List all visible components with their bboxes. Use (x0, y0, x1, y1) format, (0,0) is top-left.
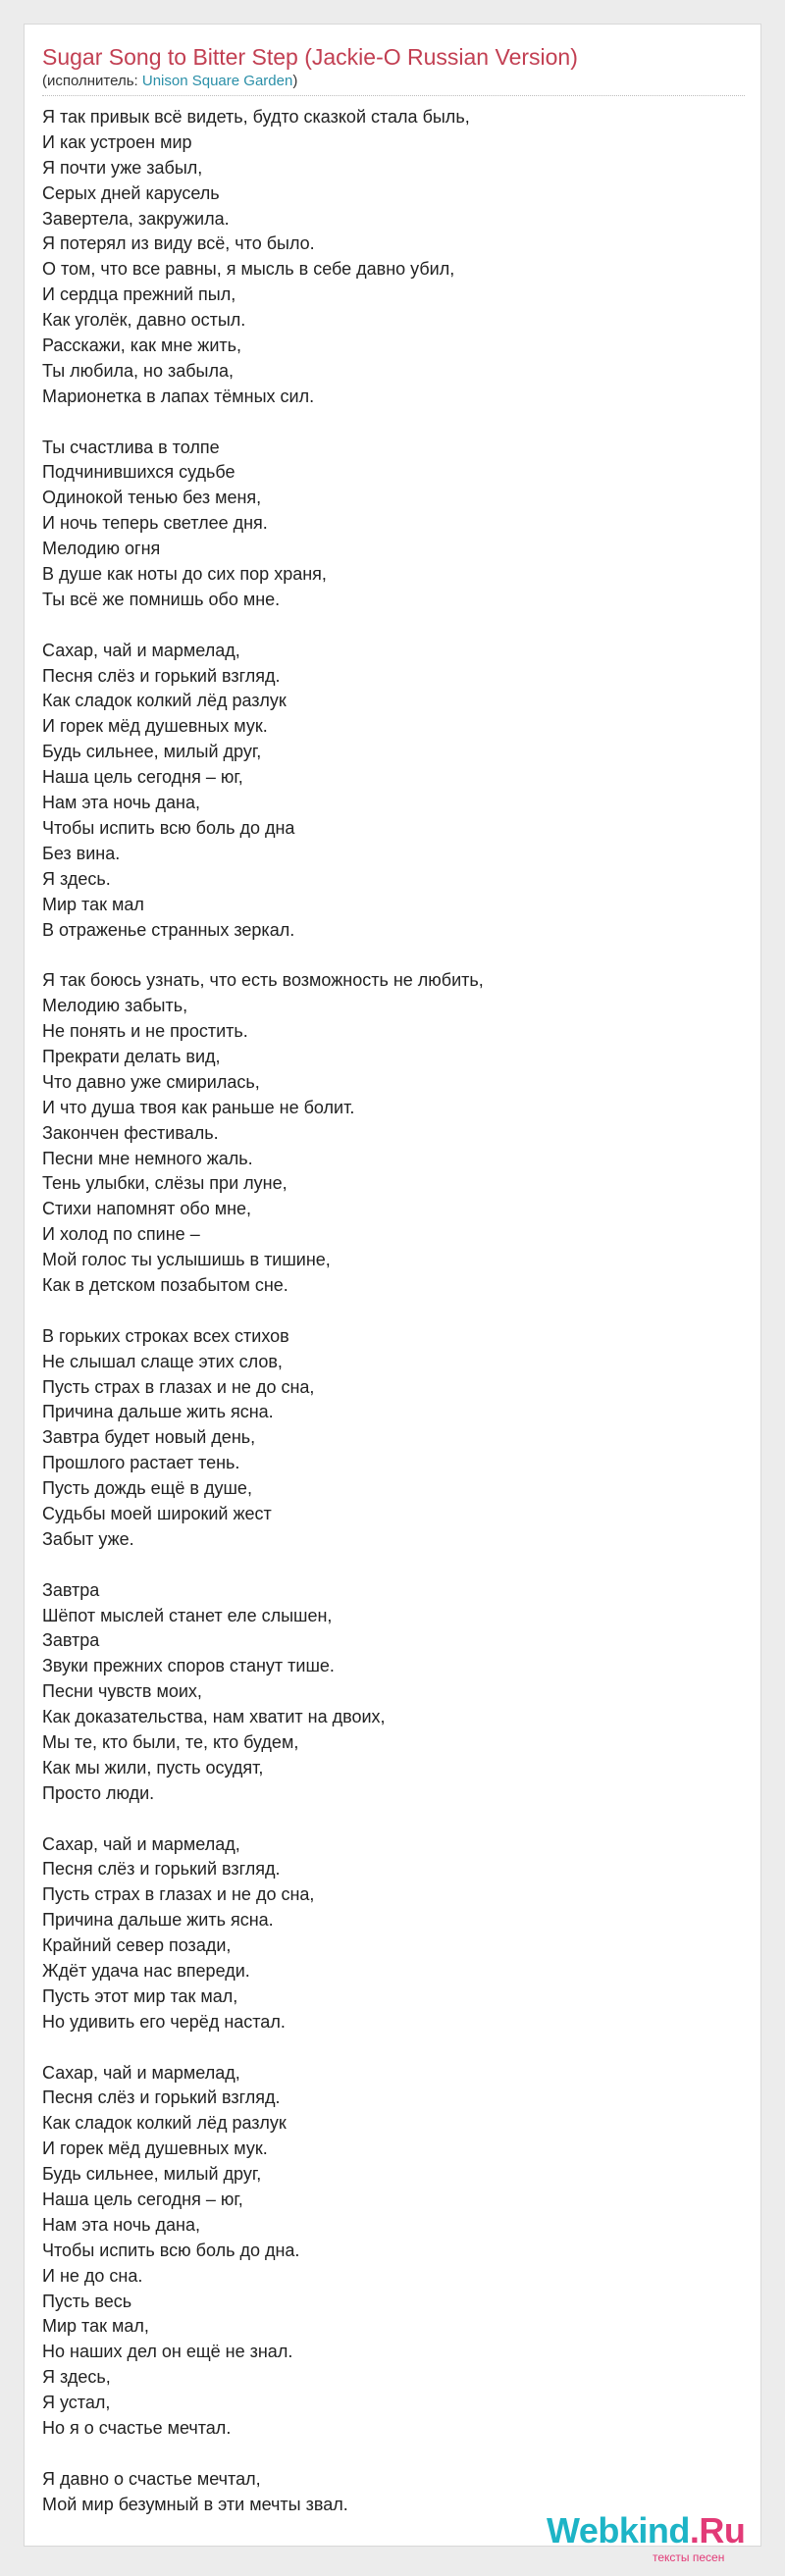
lyric-line: Пусть этот мир так мал, (42, 1985, 238, 2006)
lyric-line: Судьбы моей широкий жест (42, 1503, 272, 1523)
stanza-gap (42, 1299, 484, 1324)
lyric-line: Как в детском позабытом сне. (42, 1274, 288, 1295)
lyric-line: Как мы жили, пусть осудят, (42, 1757, 264, 1777)
stanza-gap (42, 943, 484, 968)
lyric-line: Крайний север позади, (42, 1935, 232, 1956)
lyric-line: Я почти уже забыл, (42, 157, 203, 178)
lyric-line: Я так боюсь узнать, что есть возможность не любить, (42, 970, 484, 991)
lyric-line: Мой мир безумный в эти мечты звал. (42, 2494, 348, 2514)
lyric-line: Мир так мал, (42, 2316, 149, 2337)
lyric-line: Не понять и не простить. (42, 1021, 248, 1042)
lyric-line: Сахар, чай и мармелад, (42, 2062, 240, 2083)
lyric-line: Пусть весь (42, 2291, 132, 2311)
lyric-line: Стихи напомнят обо мне, (42, 1199, 252, 1219)
stanza-gap (42, 1807, 484, 1832)
lyric-line: Будь сильнее, милый друг, (42, 2164, 262, 2185)
lyric-line: Прекрати делать вид, (42, 1046, 221, 1066)
lyric-line: Но я о счастье мечтал. (42, 2418, 232, 2439)
lyric-line: И сердца прежний пыл, (42, 284, 236, 305)
lyric-line: Я так привык всё видеть, будто сказкой стала быль, (42, 107, 470, 127)
lyric-line: Как сладок колкий лёд разлук (42, 691, 287, 711)
lyric-line: И ночь теперь светлее дня. (42, 513, 268, 534)
lyric-line: Расскажи, как мне жить, (42, 335, 242, 356)
lyrics-body (42, 105, 484, 2518)
lyric-line: Причина дальше жить ясна. (42, 1402, 274, 1422)
lyric-line: Чтобы испить всю боль до дна. (42, 2240, 300, 2260)
lyric-line: Как доказательства, нам хватит на двоих, (42, 1707, 386, 1727)
lyric-line: Мой голос ты услышишь в тишине, (42, 1250, 331, 1270)
stanza-gap (42, 613, 484, 639)
lyric-line: Марионетка в лапах тёмных сил. (42, 386, 315, 406)
lyric-line: Будь сильнее, милый друг, (42, 742, 262, 762)
lyric-line: Но наших дел он ещё не знал. (42, 2342, 293, 2362)
lyric-line: И холод по спине – (42, 1224, 200, 1245)
lyric-line: Звуки прежних споров станут тише. (42, 1656, 335, 1676)
lyric-line: Шёпот мыслей станет еле слышен, (42, 1605, 333, 1625)
lyric-line: Песня слёз и горький взгляд. (42, 665, 281, 686)
lyric-line: Песни чувств моих, (42, 1681, 202, 1702)
lyric-line: Как уголёк, давно остыл. (42, 310, 246, 331)
lyric-line: И не до сна. (42, 2265, 143, 2286)
lyric-line: Без вина. (42, 843, 121, 863)
lyric-line: Наша цель сегодня – юг, (42, 2190, 243, 2210)
lyric-line: В горьких строках всех стихов (42, 1325, 289, 1346)
lyric-line: Песня слёз и горький взгляд. (42, 2087, 281, 2108)
header-divider (42, 95, 745, 96)
lyric-line: И как устроен мир (42, 131, 192, 152)
lyric-line: Сахар, чай и мармелад, (42, 1833, 240, 1854)
lyric-line: Мелодию забыть, (42, 996, 188, 1016)
lyric-line: Пусть дождь ещё в душе, (42, 1478, 252, 1499)
lyric-line: Нам эта ночь дана, (42, 793, 201, 813)
logo-tld: .Ru (689, 2510, 746, 2550)
lyric-line: Сахар, чай и мармелад, (42, 640, 240, 660)
lyric-line: Забыт уже. (42, 1528, 134, 1549)
lyric-line: Завтра будет новый день, (42, 1427, 256, 1448)
lyric-line: Я здесь. (42, 868, 111, 889)
lyric-line: Как сладок колкий лёд разлук (42, 2113, 287, 2134)
lyric-line: Пусть страх в глазах и не до сна, (42, 1884, 315, 1905)
logo-subtitle: тексты песен (653, 2550, 725, 2564)
lyric-line: И горек мёд душевных мук. (42, 716, 268, 737)
lyric-line: Завтра (42, 1630, 100, 1651)
lyric-line: О том, что все равны, я мысль в себе давно убил, (42, 259, 455, 280)
stanza-gap (42, 1553, 484, 1578)
lyric-line: Я потерял из виду всё, что было. (42, 233, 315, 254)
lyric-line: Я здесь, (42, 2367, 111, 2388)
lyric-line: Мир так мал (42, 894, 144, 914)
lyric-line: Ты счастлива в толпе (42, 437, 220, 457)
artist-link[interactable]: Unison Square Garden (141, 73, 293, 89)
lyric-line: Подчинившихся судьбе (42, 462, 236, 483)
lyric-line: Просто люди. (42, 1782, 155, 1803)
stanza-gap (42, 2035, 484, 2061)
artist-suffix: ) (292, 73, 298, 89)
lyric-line: Прошлого растает тень. (42, 1453, 240, 1473)
lyric-line: Нам эта ночь дана, (42, 2214, 201, 2235)
lyric-line: Чтобы испить всю боль до дна (42, 817, 295, 838)
lyrics-card (24, 24, 761, 2547)
lyric-line: Я давно о счастье мечтал, (42, 2468, 261, 2489)
lyric-line: Что давно уже смирилась, (42, 1071, 260, 1092)
logo-wordmark (547, 2511, 745, 2550)
lyric-line: Причина дальше жить ясна. (42, 1910, 274, 1931)
lyric-line: И горек мёд душевных мук. (42, 2138, 268, 2159)
lyric-line: Песня слёз и горький взгляд. (42, 1859, 281, 1880)
stanza-gap (42, 2442, 484, 2467)
lyric-line: Мелодию огня (42, 539, 161, 559)
lyric-line: Закончен фестиваль. (42, 1122, 219, 1143)
lyric-line: Я устал, (42, 2393, 111, 2413)
site-logo[interactable] (547, 2511, 762, 2566)
lyric-line: Не слышал слаще этих слов, (42, 1351, 283, 1371)
artist-prefix: (исполнитель: (42, 73, 142, 89)
lyric-line: Серых дней карусель (42, 182, 220, 203)
lyric-line: Песни мне немного жаль. (42, 1148, 253, 1168)
lyric-line: Наша цель сегодня – юг, (42, 767, 243, 788)
lyric-line: Одинокой тенью без меня, (42, 488, 262, 508)
logo-main-text: Webkind (547, 2510, 690, 2550)
lyric-line: Ты всё же помнишь обо мне. (42, 589, 281, 609)
page-title: Sugar Song to Bitter Step (Jackie-O Russian Version) (42, 44, 578, 70)
lyric-line: Пусть страх в глазах и не до сна, (42, 1376, 315, 1397)
artist-line (42, 72, 297, 91)
stanza-gap (42, 410, 484, 436)
lyric-line: Ждёт удача нас впереди. (42, 1961, 250, 1982)
lyric-line: В отраженье странных зеркал. (42, 919, 295, 940)
lyric-line: Тень улыбки, слёзы при луне, (42, 1173, 288, 1194)
lyric-line: В душе как ноты до сих пор храня, (42, 564, 327, 585)
lyric-line: Мы те, кто были, те, кто будем, (42, 1732, 299, 1752)
lyric-line: Завертела, закружила. (42, 208, 230, 229)
lyric-line: И что душа твоя как раньше не болит. (42, 1097, 355, 1117)
lyric-line: Но удивить его черёд настал. (42, 2011, 286, 2032)
lyric-line: Завтра (42, 1579, 100, 1600)
lyric-line: Ты любила, но забыла, (42, 360, 235, 381)
